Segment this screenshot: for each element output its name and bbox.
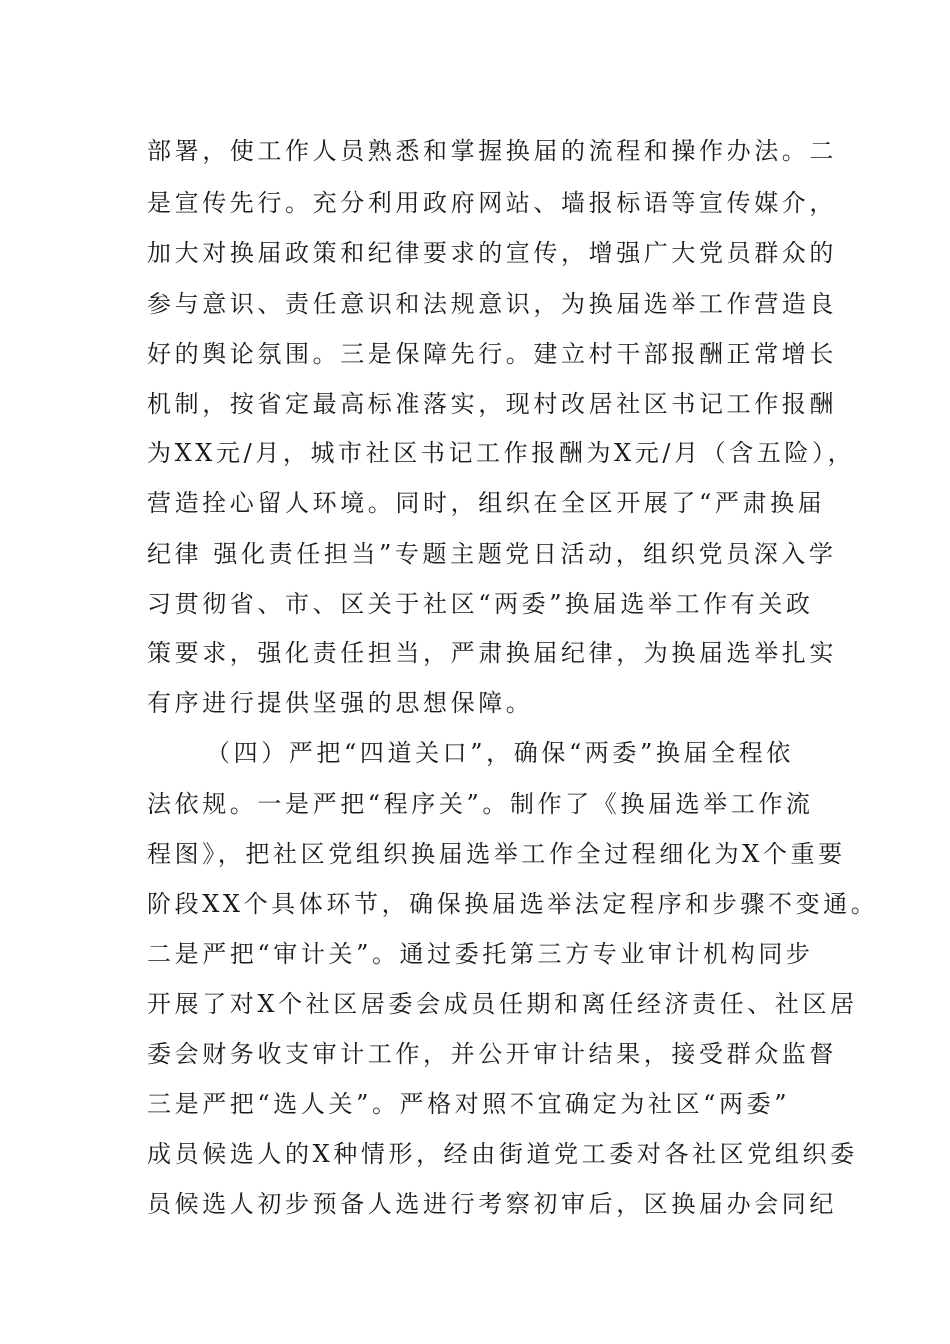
text-line: 机制，按省定最高标准落实，现村改居社区书记工作报酬 [147, 390, 837, 418]
text-line: 纪律 强化责任担当”专题主题党日活动，组织党员深入学 [147, 540, 837, 568]
text-line: 法依规。一是严把“程序关”。制作了《换届选举工作流 [147, 790, 814, 818]
text-line: 习贯彻省、市、区关于社区“两委”换届选举工作有关政 [147, 590, 814, 618]
text-line: 三是严把“选人关”。严格对照不宜确定为社区“两委” [147, 1090, 791, 1118]
text-line: 为XX元/月，城市社区书记工作报酬为X元/月（含五险）， [147, 439, 856, 467]
text-line: 参与意识、责任意识和法规意识，为换届选举工作营造良 [147, 290, 837, 318]
text-line: 二是严把“审计关”。通过委托第三方专业审计机构同步 [147, 940, 814, 968]
text-line: 程图》，把社区党组织换届选举工作全过程细化为X个重要 [147, 840, 846, 868]
text-line: 是宣传先行。充分利用政府网站、墙报标语等宣传媒介， [147, 189, 837, 217]
text-line: 有序进行提供坚强的思想保障。 [147, 689, 534, 717]
text-line: 开展了对X个社区居委会成员任期和离任经济责任、社区居 [147, 990, 858, 1018]
text-line: 策要求，强化责任担当，严肃换届纪律，为换届选举扎实 [147, 639, 837, 667]
text-line: 成员候选人的X种情形，经由街道党工委对各社区党组织委 [147, 1140, 858, 1168]
section-heading-line: （四）严把“四道关口”，确保“两委”换届全程依 [206, 739, 794, 767]
text-line: 员候选人初步预备人选进行考察初审后，区换届办会同纪 [147, 1190, 837, 1218]
text-line: 加大对换届政策和纪律要求的宣传，增强广大党员群众的 [147, 239, 837, 267]
text-line: 部署，使工作人员熟悉和掌握换届的流程和操作办法。二 [147, 137, 837, 165]
text-line: 委会财务收支审计工作，并公开审计结果，接受群众监督 [147, 1040, 837, 1068]
text-line: 好的舆论氛围。三是保障先行。建立村干部报酬正常增长 [147, 340, 837, 368]
text-line: 营造拴心留人环境。同时，组织在全区开展了“严肃换届 [147, 489, 826, 517]
text-line: 阶段XX个具体环节，确保换届选举法定程序和步骤不变通。 [147, 890, 879, 918]
